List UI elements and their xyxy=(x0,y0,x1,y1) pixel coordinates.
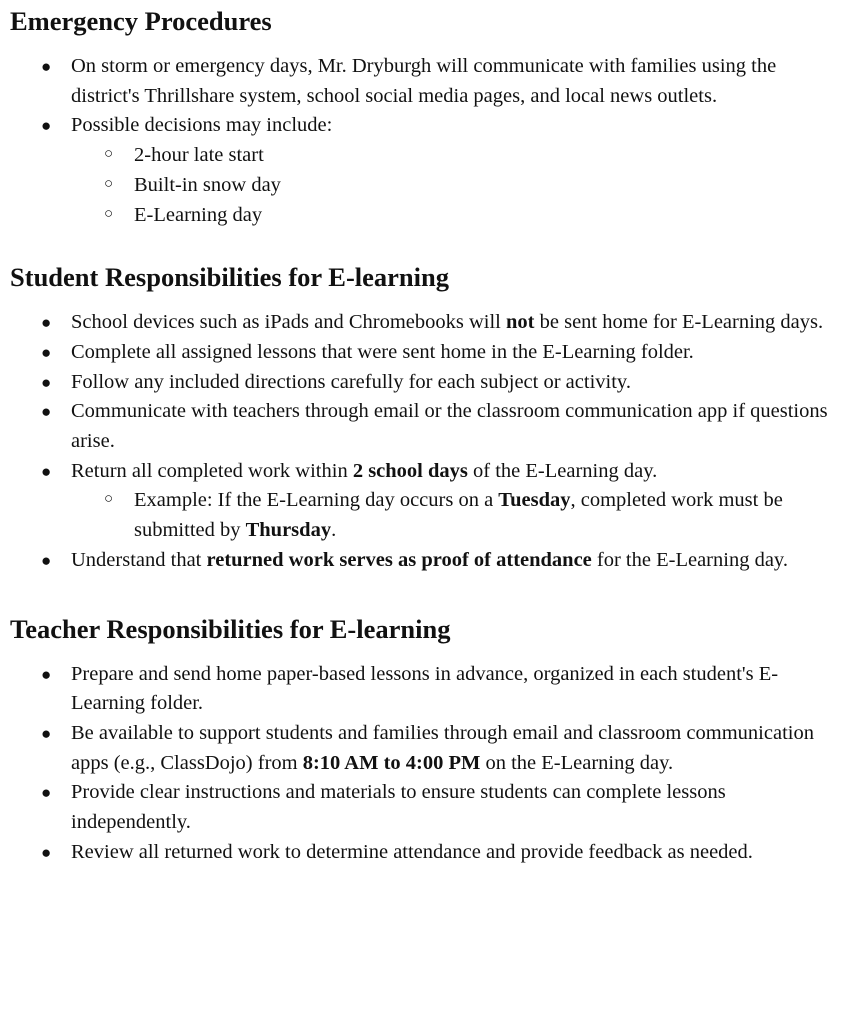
bullet-icon: ● xyxy=(41,116,52,136)
list-item xyxy=(10,457,834,546)
sublist-item xyxy=(10,201,834,231)
list-item xyxy=(10,838,834,868)
sublist-item xyxy=(10,486,834,545)
list-item-text: for the E-Learning day. xyxy=(591,548,788,571)
emphasis-text: Tuesday xyxy=(498,489,571,512)
emphasis-text: returned work serves as proof of attendance xyxy=(206,548,592,571)
emphasis-text: not xyxy=(506,311,535,334)
list-item-text: Prepare and send home paper-based lessons in advance, organized in each student's E-Learning folder. xyxy=(71,662,779,715)
list-item xyxy=(10,546,834,576)
list-item-text: Communicate with teachers through email or the classroom communication app if questions arise. xyxy=(71,400,828,453)
example-sublist xyxy=(71,486,834,545)
decision-sublist xyxy=(71,141,834,230)
bullet-icon: ● xyxy=(41,372,52,392)
bullet-icon: ● xyxy=(41,461,52,481)
list-item-text: Provide clear instructions and materials to ensure students can complete lessons independently. xyxy=(71,781,726,834)
list-item-text: Return all completed work within xyxy=(71,459,353,482)
list-item xyxy=(10,111,834,230)
emphasis-text: 2 school days xyxy=(352,459,468,482)
list-item-text: be sent home for E-Learning days. xyxy=(534,311,824,334)
bullet-icon: ● xyxy=(41,842,52,862)
list-item-text: of the E-Learning day. xyxy=(467,459,658,482)
list-item xyxy=(10,660,834,719)
bullet-icon: ● xyxy=(41,550,52,570)
emergency-list xyxy=(10,52,834,230)
list-item xyxy=(10,52,834,111)
teacher-list xyxy=(10,660,834,868)
list-item-text: on the E-Learning day. xyxy=(480,751,674,774)
list-item xyxy=(10,719,834,778)
bullet-icon: ● xyxy=(41,57,52,76)
sublist-item-text: , completed work must be submitted by xyxy=(134,489,783,542)
bullet-icon: ● xyxy=(41,313,52,333)
list-item xyxy=(10,308,834,338)
document xyxy=(10,0,834,867)
list-item xyxy=(10,397,834,456)
emphasis-text: Thursday xyxy=(245,519,332,542)
bullet-icon: ● xyxy=(41,783,52,803)
sublist-item-text: E-Learning day xyxy=(134,203,263,226)
list-item xyxy=(10,778,834,837)
sublist-item-text: Example: If the E-Learning day occurs on a xyxy=(134,489,499,512)
list-item xyxy=(10,338,834,368)
list-item-text: On storm or emergency days, Mr. Dryburgh will communicate with families using the district's Thrillshare system, school social media pages, and local news outlets. xyxy=(71,55,777,107)
emphasis-text: 8:10 AM to 4:00 PM xyxy=(302,751,481,774)
bullet-icon: ● xyxy=(41,402,52,422)
sublist-item-text: 2-hour late start xyxy=(134,144,264,167)
hollow-bullet-icon: ○ xyxy=(104,146,114,163)
list-item-text: Be available to support students and families through email and classroom communication apps (e.g., ClassDojo) from xyxy=(71,721,814,774)
bullet-icon: ● xyxy=(41,664,52,684)
student-list xyxy=(10,308,834,575)
heading-student-responsibilities: Student Responsibilities for E-learning xyxy=(10,262,450,293)
hollow-bullet-icon: ○ xyxy=(104,175,114,192)
hollow-bullet-icon: ○ xyxy=(104,491,114,508)
list-item-text: Complete all assigned lessons that were sent home in the E-Learning folder. xyxy=(71,340,694,363)
bullet-icon: ● xyxy=(41,342,52,362)
sublist-item xyxy=(10,141,834,171)
sublist-item xyxy=(10,171,834,201)
list-item-text: School devices such as iPads and Chromebooks will xyxy=(71,311,507,334)
list-item-text: Review all returned work to determine attendance and provide feedback as needed. xyxy=(71,840,753,863)
list-item-text: Possible decisions may include: xyxy=(71,114,333,137)
sublist-item-text: Built-in snow day xyxy=(134,173,281,196)
list-item xyxy=(10,368,834,398)
heading-emergency-procedures: Emergency Procedures xyxy=(10,6,272,36)
hollow-bullet-icon: ○ xyxy=(104,205,114,222)
list-item-text: Understand that xyxy=(71,548,207,571)
bullet-icon: ● xyxy=(41,723,52,743)
sublist-item-text: . xyxy=(331,519,337,542)
list-item-text: Follow any included directions carefully for each subject or activity. xyxy=(71,370,631,393)
heading-teacher-responsibilities: Teacher Responsibilities for E-learning xyxy=(10,613,451,644)
